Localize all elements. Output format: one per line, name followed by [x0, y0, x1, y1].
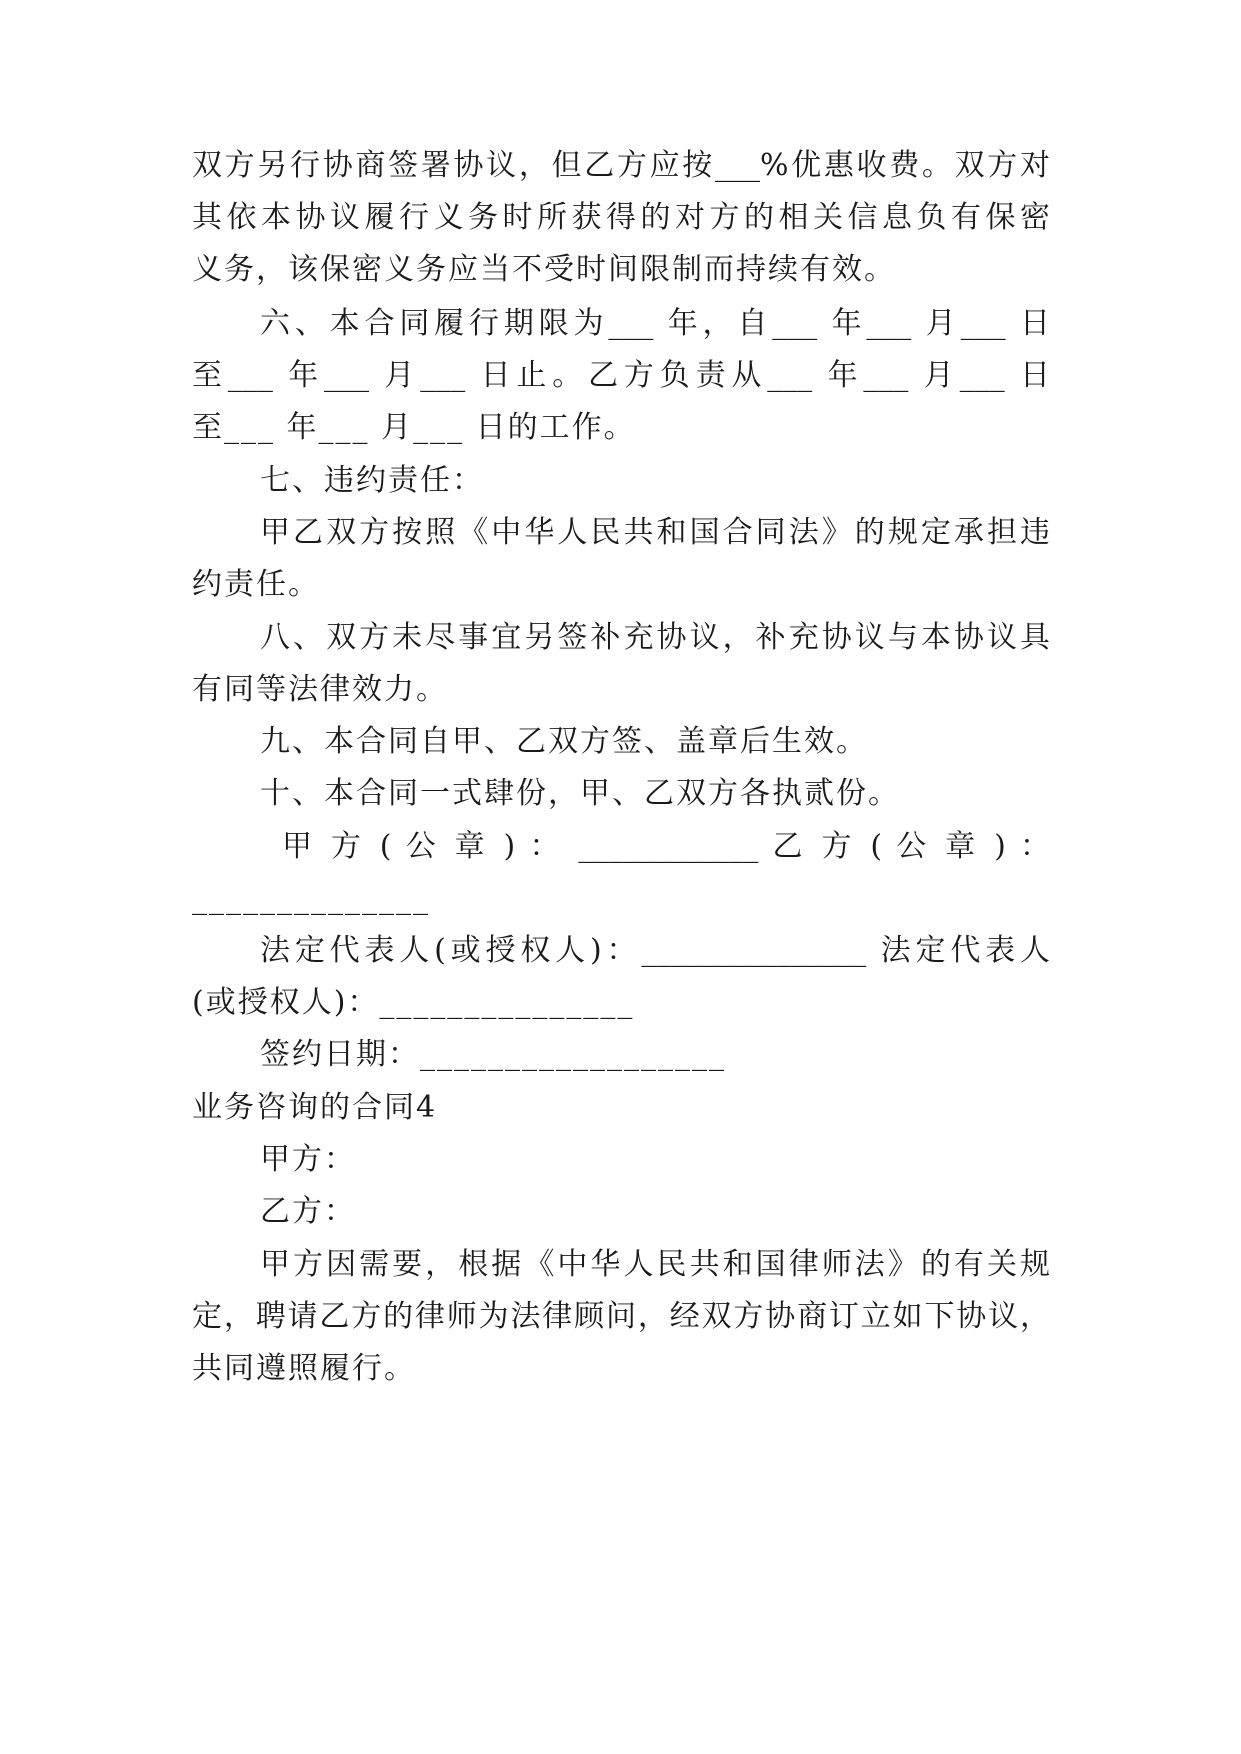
clause-ten-line: 十、本合同一式肆份，甲、乙双方各执贰份。: [260, 776, 900, 811]
paragraph-line: 其依本协议履行义务时所获得的对方的相关信息负有保密: [192, 200, 1050, 235]
section-title: 业务咨询的合同4: [192, 1090, 438, 1125]
party-b-line: 乙方：: [260, 1194, 356, 1229]
preamble-line: 共同遵照履行。: [192, 1351, 416, 1386]
clause-seven-line: 甲乙双方按照《中华人民共和国合同法》的规定承担违: [260, 515, 1050, 550]
legal-representative-line: (或授权人)：_______________: [192, 985, 635, 1020]
party-seal-line: 甲 方 ( 公 章 ) ： ____________ 乙 方 ( 公 章 ) ：: [282, 829, 1050, 864]
clause-seven-line: 约责任。: [192, 567, 320, 602]
preamble-line: 定，聘请乙方的律师为法律顾问，经双方协商订立如下协议，: [192, 1299, 1050, 1334]
clause-eight-line: 八、双方未尽事宜另签补充协议，补充协议与本协议具: [260, 620, 1050, 655]
clause-seven-heading: 七、违约责任：: [260, 463, 484, 498]
clause-six-line: 至___ 年___ 月___ 日的工作。: [192, 410, 636, 445]
signing-date-line: 签约日期：__________________: [260, 1037, 726, 1072]
party-a-line: 甲方：: [260, 1142, 356, 1177]
paragraph-line: 义务，该保密义务应当不受时间限制而持续有效。: [192, 252, 896, 287]
preamble-line: 甲方因需要，根据《中华人民共和国律师法》的有关规: [260, 1247, 1050, 1282]
clause-eight-line: 有同等法律效力。: [192, 672, 448, 707]
legal-representative-line: 法定代表人(或授权人)：_______________ 法定代表人: [260, 933, 1050, 968]
party-seal-blank: ______________: [192, 881, 430, 916]
clause-six-line: 至___ 年___ 月___ 日止。乙方负责从___ 年___ 月___ 日: [192, 358, 1050, 393]
clause-nine-line: 九、本合同自甲、乙双方签、盖章后生效。: [260, 724, 868, 759]
paragraph-line: 双方另行协商签署协议，但乙方应按___%优惠收费。双方对: [192, 148, 1050, 183]
clause-six-line: 六、本合同履行期限为___ 年，自___ 年___ 月___ 日: [260, 306, 1050, 341]
